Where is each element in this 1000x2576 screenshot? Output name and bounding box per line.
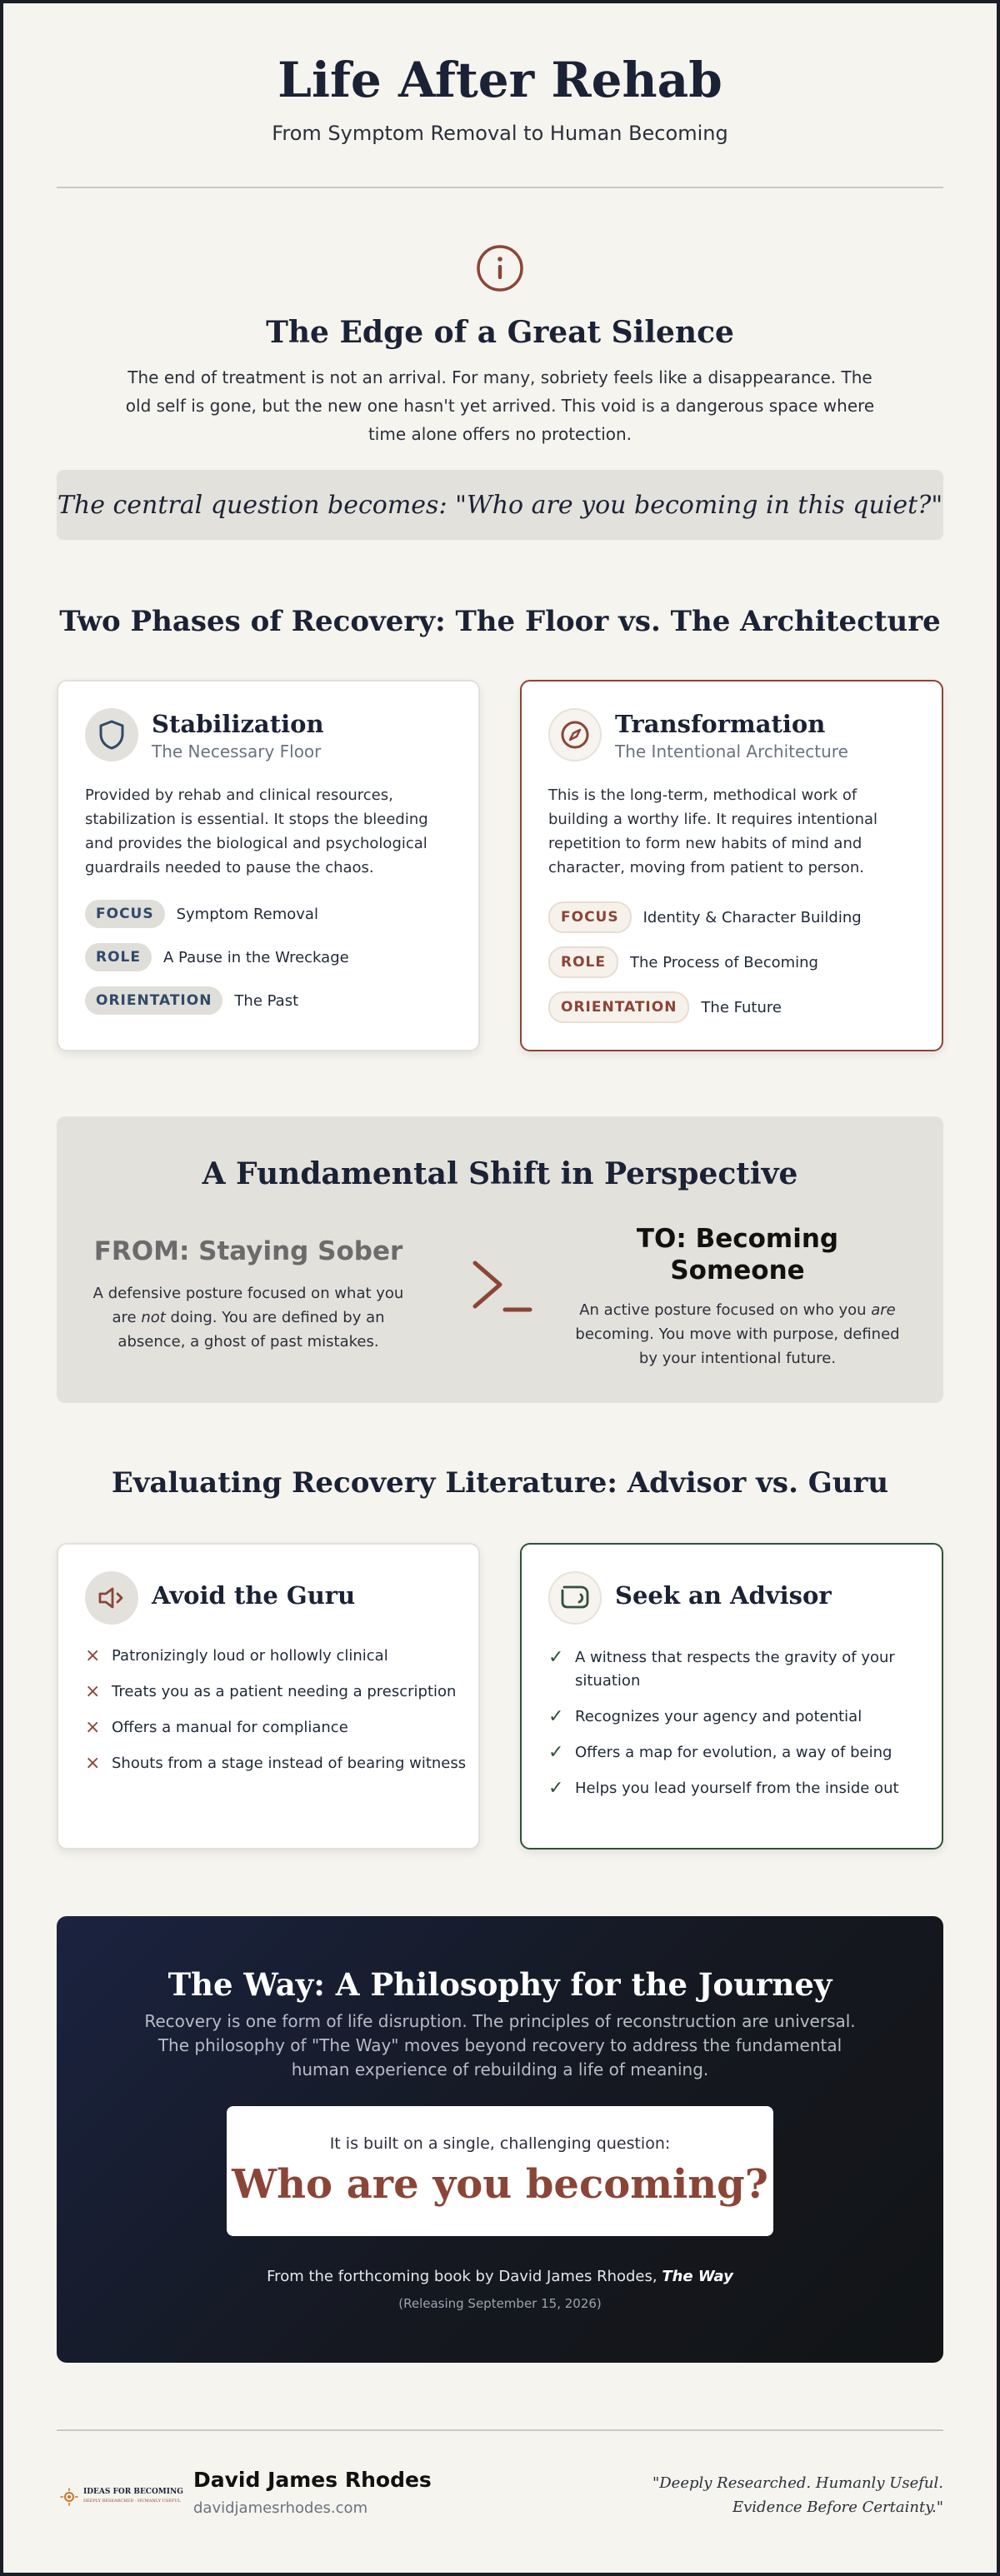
sun-logo-icon bbox=[60, 2488, 78, 2506]
compass-icon bbox=[548, 708, 602, 761]
tag-label: ORIENTATION bbox=[548, 991, 689, 1023]
logo-tagline: DEEPLY RESEARCHED · HUMANLY USEFUL bbox=[83, 2499, 181, 2504]
stabilization-tag-orientation bbox=[85, 986, 298, 1015]
stabilization-subtitle: The Necessary Floor bbox=[152, 741, 322, 761]
stabilization-tag-focus bbox=[85, 900, 318, 928]
megaphone-icon bbox=[85, 1571, 138, 1625]
page bbox=[3, 3, 997, 2573]
from-body: A defensive posture focused on what you are not doing. You are defined by an absence, a ghost of past mistakes. bbox=[92, 1285, 404, 1350]
x-icon: × bbox=[85, 1717, 101, 1738]
literature-title: Evaluating Recovery Literature: Advisor vs. Guru bbox=[111, 1466, 889, 1500]
question-card bbox=[227, 2106, 773, 2236]
list-item: ✓ Recognizes your agency and potential bbox=[548, 1706, 862, 1727]
transformation-body: This is the long-term, methodical work of building a worthy life. It requires intentional repetition to form new habits of mind and character, moving from patient to person. bbox=[548, 786, 878, 876]
shift-title: A Fundamental Shift in Perspective bbox=[202, 1156, 798, 1191]
question-lead: It is built on a single, challenging question: bbox=[329, 2134, 671, 2153]
way-title: The Way: A Philosophy for the Journey bbox=[168, 1966, 832, 2003]
central-question-box bbox=[57, 470, 943, 540]
advisor-card bbox=[520, 1543, 943, 1850]
from-heading: FROM: Staying Sober bbox=[93, 1236, 403, 1266]
tag-value: A Pause in the Wreckage bbox=[163, 948, 349, 966]
tag-value: The Future bbox=[701, 998, 782, 1016]
transformation-card bbox=[520, 680, 943, 1051]
edge-body: The end of treatment is not an arrival. For many, sobriety feels like a disappearance. The old self is gone, but the new one hasn't yet arrived. This void is a dangerous space where time alone offers no protection. bbox=[125, 367, 875, 444]
list-item: ✓ A witness that respects the gravity of your situation bbox=[548, 1647, 895, 1690]
list-item: × Patronizingly loud or hollowly clinical bbox=[85, 1645, 388, 1666]
guru-title: Avoid the Guru bbox=[152, 1581, 356, 1610]
tag-label: FOCUS bbox=[548, 901, 632, 933]
list-item: ✓ Offers a map for evolution, a way of being bbox=[548, 1742, 892, 1763]
footer-divider bbox=[57, 2429, 943, 2431]
core-question: Who are you becoming? bbox=[232, 2161, 768, 2208]
list-item: × Shouts from a stage instead of bearing witness bbox=[85, 1753, 467, 1774]
book-title: The Way bbox=[662, 2268, 733, 2285]
transformation-subtitle: The Intentional Architecture bbox=[615, 741, 848, 761]
stabilization-title: Stabilization bbox=[152, 710, 324, 738]
phases-title: Two Phases of Recovery: The Floor vs. The Architecture bbox=[59, 605, 941, 638]
to-column bbox=[565, 1223, 910, 1370]
transformation-title: Transformation bbox=[615, 710, 826, 738]
transformation-tag-focus bbox=[548, 901, 862, 933]
page-subtitle: From Symptom Removal to Human Becoming bbox=[272, 122, 728, 145]
page-title: Life After Rehab bbox=[278, 52, 722, 108]
tag-value: The Process of Becoming bbox=[630, 953, 818, 971]
transformation-tag-role bbox=[548, 946, 818, 978]
the-way-section bbox=[57, 1916, 943, 2363]
logo-text: IDEAS FOR BECOMING bbox=[83, 2488, 183, 2496]
tag-label: FOCUS bbox=[85, 900, 165, 928]
list-item: × Offers a manual for compliance bbox=[85, 1717, 348, 1738]
way-body: Recovery is one form of life disruption. The principles of reconstruction are universal. The philosophy of "The Way" moves beyond recovery to address the fundamental human experience of rebuilding a life of meaning. bbox=[144, 2011, 856, 2079]
speech-bubble-icon bbox=[548, 1571, 602, 1625]
list-item: ✓ Helps you lead yourself from the inside out bbox=[548, 1778, 899, 1799]
stabilization-tag-role bbox=[85, 943, 349, 971]
tag-value: Symptom Removal bbox=[176, 905, 318, 923]
tag-value: The Past bbox=[234, 991, 299, 1010]
tag-label: ROLE bbox=[548, 946, 618, 978]
tag-label: ROLE bbox=[85, 943, 152, 971]
terminal-arrow-icon bbox=[470, 1258, 537, 1316]
advisor-title: Seek an Advisor bbox=[615, 1581, 832, 1610]
x-icon: × bbox=[85, 1681, 101, 1702]
tag-value: Identity & Character Building bbox=[642, 908, 862, 926]
footer-quote: "Deeply Researched. Humanly Useful. Evidence Before Certainty." bbox=[652, 2474, 943, 2516]
guru-card bbox=[57, 1543, 480, 1850]
check-icon: ✓ bbox=[548, 1778, 564, 1799]
guru-list bbox=[85, 1645, 468, 1788]
check-icon: ✓ bbox=[548, 1706, 564, 1727]
central-question: The central question becomes: "Who are you becoming in this quiet?" bbox=[57, 490, 943, 520]
list-item: × Treats you as a patient needing a prescription bbox=[85, 1681, 457, 1702]
author-url[interactable]: davidjamesrhodes.com bbox=[193, 2499, 368, 2517]
check-icon: ✓ bbox=[548, 1647, 564, 1668]
transformation-tag-orientation bbox=[548, 991, 782, 1023]
shield-icon bbox=[85, 708, 138, 761]
from-column bbox=[90, 1236, 407, 1354]
brand-logo bbox=[60, 2488, 183, 2506]
stabilization-body: Provided by rehab and clinical resources, stabilization is essential. It stops the bleeding and provides the biological and psychological guardrails needed to pause the chaos. bbox=[85, 786, 428, 876]
info-circle-icon bbox=[475, 243, 525, 293]
shift-section bbox=[57, 1116, 943, 1403]
book-credit: From the forthcoming book by David James Rhodes, The Way bbox=[267, 2268, 733, 2285]
edge-title: The Edge of a Great Silence bbox=[266, 315, 734, 350]
to-heading: TO: Becoming Someone bbox=[636, 1224, 839, 1286]
check-icon: ✓ bbox=[548, 1742, 564, 1763]
to-body: An active posture focused on who you are becoming. You move with purpose, defined by your intentional future. bbox=[575, 1301, 900, 1367]
release-date: (Releasing September 15, 2026) bbox=[398, 2296, 602, 2311]
author-name: David James Rhodes bbox=[193, 2468, 432, 2492]
advisor-list bbox=[548, 1646, 932, 1813]
tag-label: ORIENTATION bbox=[85, 986, 222, 1015]
x-icon: × bbox=[85, 1645, 101, 1666]
x-icon: × bbox=[85, 1753, 101, 1774]
stabilization-card bbox=[57, 680, 480, 1051]
header-divider bbox=[57, 187, 943, 188]
